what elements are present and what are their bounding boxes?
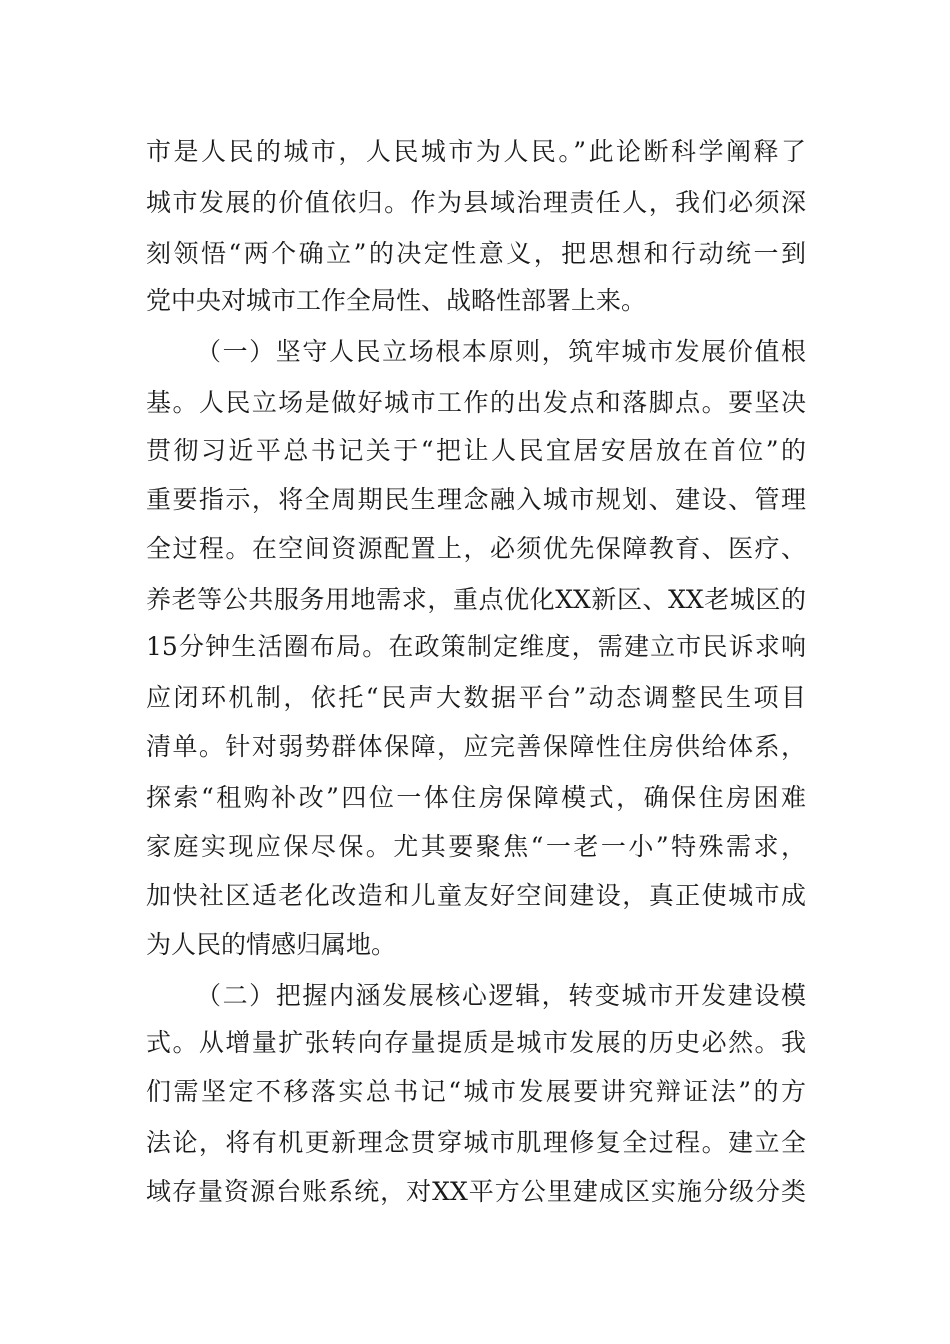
text-line: 贯彻习近平总书记关于“把让人民宜居安居放在首位”的 <box>146 436 806 465</box>
text-line: 应闭环机制，依托“民声大数据平台”动态调整民生项目 <box>146 683 806 712</box>
text-line: 基。人民立场是做好城市工作的出发点和落脚点。要坚决 <box>146 388 806 417</box>
text-line: 全过程。在空间资源配置上，必须优先保障教育、医疗、 <box>146 534 806 563</box>
text-line: 城市发展的价值依归。作为县域治理责任人，我们必须深 <box>146 188 806 217</box>
text-line: 重要指示，将全周期民生理念融入城市规划、建设、管理 <box>146 485 806 514</box>
text-line: 市是人民的城市，人民城市为人民。”此论断科学阐释了 <box>146 137 806 166</box>
text-line: 域存量资源台账系统，对XX平方公里建成区实施分级分类 <box>146 1177 806 1206</box>
text-line: 清单。针对弱势群体保障，应完善保障性住房供给体系， <box>146 732 806 761</box>
text-line: 式。从增量扩张转向存量提质是城市发展的历史必然。我 <box>146 1028 806 1057</box>
section-heading-line: （二）把握内涵发展核心逻辑，转变城市开发建设模 <box>196 981 806 1010</box>
text-line: 为人民的情感归属地。 <box>146 930 397 959</box>
text-line: 15分钟生活圈布局。在政策制定维度，需建立市民诉求响 <box>146 632 806 661</box>
text-line: 刻领悟“两个确立”的决定性意义，把思想和行动统一到 <box>146 239 806 268</box>
text-line: 养老等公共服务用地需求，重点优化XX新区、XX老城区的 <box>146 585 806 614</box>
section-heading-line: （一）坚守人民立场根本原则，筑牢城市发展价值根 <box>196 337 806 366</box>
text-line: 加快社区适老化改造和儿童友好空间建设，真正使城市成 <box>146 881 806 910</box>
text-line: 家庭实现应保尽保。尤其要聚焦“一老一小”特殊需求， <box>146 832 806 861</box>
text-line: 党中央对城市工作全局性、战略性部署上来。 <box>146 286 647 315</box>
text-line: 探索“租购补改”四位一体住房保障模式，确保住房困难 <box>146 783 806 812</box>
text-line: 法论，将有机更新理念贯穿城市肌理修复全过程。建立全 <box>146 1128 806 1157</box>
text-line: 们需坚定不移落实总书记“城市发展要讲究辩证法”的方 <box>146 1077 806 1106</box>
